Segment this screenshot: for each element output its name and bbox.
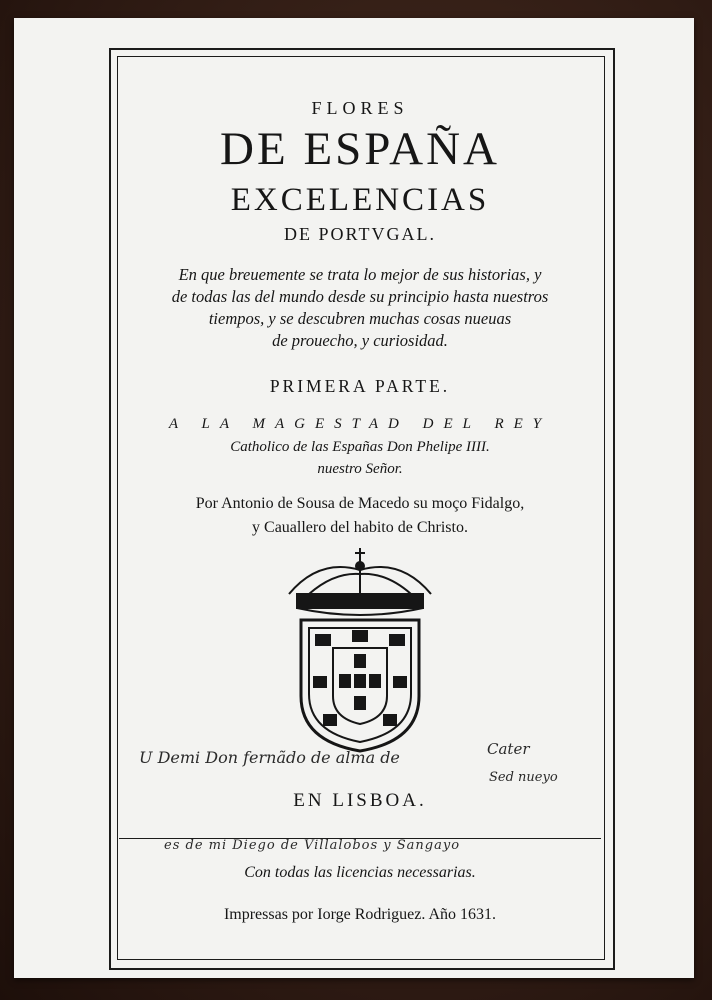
handwritten-owner-note: es de mi Diego de Villalobos y Sangayo <box>164 838 461 853</box>
dedicatee-line-1: Catholico de las Españas Don Phelipe IIII. <box>230 439 490 455</box>
author-line-1: Por Antonio de Sousa de Macedo su moço Fidalgo, <box>195 495 525 512</box>
title-page-content <box>119 58 601 956</box>
handwritten-note-2: Cater <box>487 740 530 758</box>
dedication-line: A LA MAGESTAD DEL REY <box>168 416 552 432</box>
handwritten-note-1: U Demi Don fernãdo de alma de <box>139 748 400 767</box>
title-line-flores: FLORES <box>311 98 409 118</box>
part-heading: PRIMERA PARTE. <box>269 376 451 396</box>
imprint-line: Impressas por Iorge Rodriguez. Año 1631. <box>223 906 497 923</box>
book-page <box>14 18 694 978</box>
place-of-publication: EN LISBOA. <box>293 790 427 811</box>
handwritten-note-3: Sed nueyo <box>489 770 558 785</box>
author-line-2: y Cauallero del habito de Christo. <box>252 519 468 536</box>
title-line-portugal: DE PORTVGAL. <box>284 224 436 244</box>
licenses-line: Con todas las licencias necessarias. <box>244 864 476 881</box>
description-line-1: En que breuemente se trata lo mejor de sus historias, y <box>178 265 542 284</box>
title-line-espana: DE ESPAÑA <box>220 123 500 175</box>
description-line-4: de prouecho, y curiosidad. <box>272 331 448 350</box>
title-line-excelencias: EXCELENCIAS <box>230 182 490 218</box>
description-line-3: tiempos, y se descubren muchas cosas nueuas <box>208 309 512 328</box>
description-line-2: de todas las del mundo desde su principio hasta nuestros <box>171 287 549 306</box>
dedicatee-line-2: nuestro Señor. <box>317 461 403 477</box>
coat-of-arms-icon <box>279 546 441 756</box>
